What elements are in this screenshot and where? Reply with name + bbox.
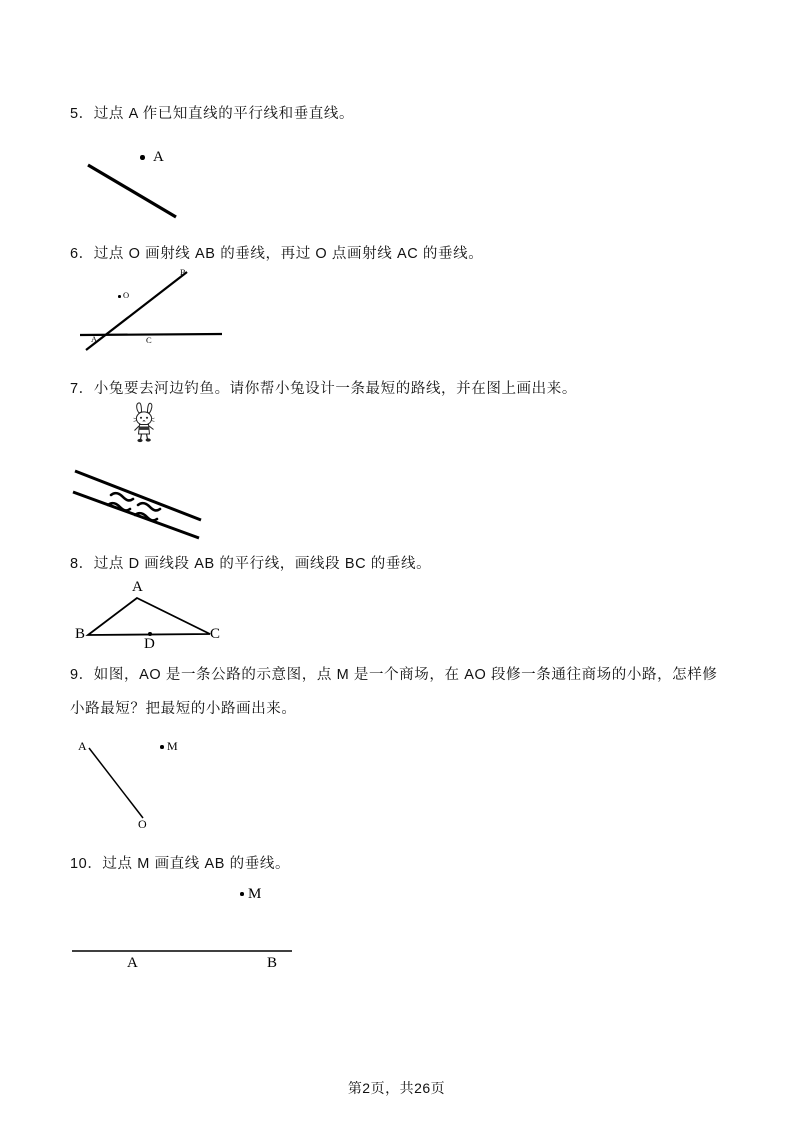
point-D-dot: [148, 632, 152, 636]
figure-line-AB-point-M: [70, 885, 330, 975]
point-label-B: B: [75, 626, 86, 642]
known-line: [88, 165, 176, 217]
point-M-dot: [160, 745, 164, 749]
point-M-dot: [240, 892, 244, 896]
figure-triangle-ABC: [70, 580, 250, 650]
question-10-text: 10．过点 M 画直线 AB 的垂线。: [70, 856, 291, 872]
point-label-A: A: [78, 739, 87, 753]
point-label-O: O: [138, 817, 147, 831]
point-label-A: A: [91, 334, 98, 344]
rabbit-illustration-icon: [129, 401, 159, 443]
triangle-ABC: [88, 598, 210, 635]
figure-two-rays-from-A: [70, 265, 300, 365]
question-8-text: 8．过点 D 画线段 AB 的平行线，画线段 BC 的垂线。: [70, 556, 432, 572]
question-7-text: 7．小兔要去河边钓鱼。请你帮小兔设计一条最短的路线，并在图上画出来。: [70, 381, 577, 397]
point-label-O: O: [123, 290, 130, 300]
question-9-text: 9．如图，AO 是一条公路的示意图，点 M 是一个商场，在 AO 段修一条通往商场的小路，怎样修小路最短？把最短的小路画出来。: [70, 667, 718, 717]
figure-road-AO: [70, 738, 260, 838]
point-label-C: C: [146, 335, 152, 345]
point-label-M: M: [167, 739, 178, 753]
page-footer: 第2页，共26页: [347, 1080, 446, 1096]
point-label-M: M: [248, 886, 262, 902]
point-label-B: B: [180, 267, 186, 277]
point-O-dot: [118, 295, 121, 298]
road-segment-AO: [89, 748, 143, 818]
question-6-text: 6．过点 O 画射线 AB 的垂线，再过 O 点画射线 AC 的垂线。: [70, 246, 484, 262]
figure-line-and-point-A: [70, 145, 270, 230]
wave-mark-1: [111, 493, 133, 500]
point-A-dot: [140, 155, 145, 160]
point-label-A: A: [153, 149, 164, 165]
figure-river: [68, 462, 218, 547]
point-label-C: C: [210, 626, 221, 642]
point-label-B: B: [267, 955, 278, 971]
point-label-D: D: [144, 636, 155, 652]
point-label-A: A: [127, 955, 138, 971]
question-5-text: 5．过点 A 作已知直线的平行线和垂直线。: [70, 106, 355, 122]
point-label-A: A: [132, 579, 143, 595]
ray-AB: [86, 272, 187, 350]
